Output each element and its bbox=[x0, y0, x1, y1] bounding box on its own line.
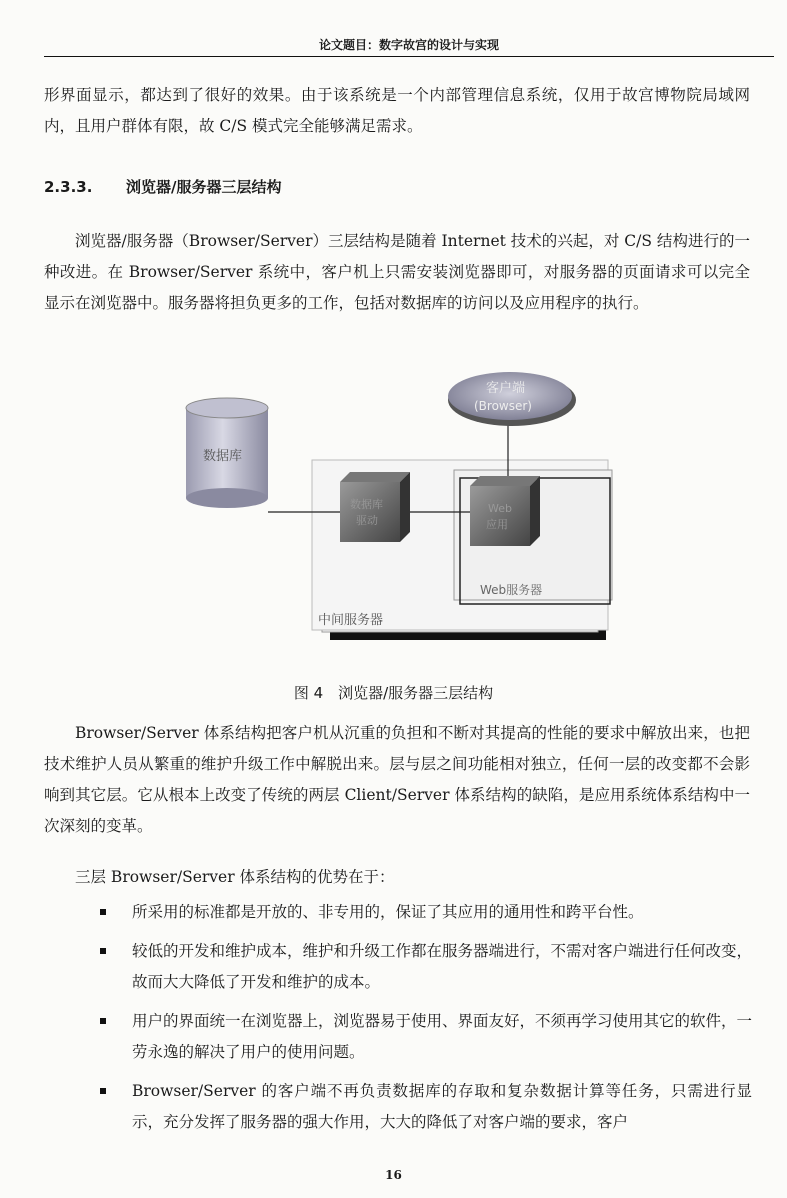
section-number: 2.3.3. bbox=[44, 178, 93, 196]
paragraph-1: 浏览器/服务器（Browser/Server）三层结构是随着 Internet 技术的兴起，对 C/S 结构进行的一种改进。在 Browser/Server 系统中，客户机上只需安装浏览器即可，对服务器的页面请求可以完全显示在浏览器中。服务器将担负更多的工作，包括对数据库的访问以及应用程序的执行。 bbox=[44, 232, 750, 312]
paragraph-3: 三层 Browser/Server 体系结构的优势在于： bbox=[75, 868, 395, 886]
driver-label-1: 数据库 bbox=[350, 498, 383, 511]
web-app-cube bbox=[470, 476, 540, 546]
list-item: Browser/Server 的客户端不再负责数据库的存取和复杂数据计算等任务，只需进行显示，充分发挥了服务器的强大作用，大大的降低了对客户端的要求，客户 bbox=[100, 1076, 752, 1138]
section-heading bbox=[44, 176, 281, 197]
figure-caption: 图 4 浏览器/服务器三层结构 bbox=[293, 684, 494, 702]
advantages-list bbox=[100, 897, 752, 1146]
database-cylinder bbox=[186, 398, 268, 508]
page-number: 16 bbox=[385, 1168, 402, 1182]
middle-server-label: 中间服务器 bbox=[318, 613, 384, 628]
architecture-diagram bbox=[170, 360, 650, 660]
client-sublabel: (Browser) bbox=[474, 399, 532, 413]
web-server-label: Web服务器 bbox=[480, 583, 543, 597]
list-item: 较低的开发和维护成本，维护和升级工作都在服务器端进行，不需对客户端进行任何改变，故而大大降低了开发和维护的成本。 bbox=[100, 936, 752, 998]
list-item: 用户的界面统一在浏览器上，浏览器易于使用、界面友好，不须再学习使用其它的软件，一劳永逸的解决了用户的使用问题。 bbox=[100, 1006, 752, 1068]
database-label: 数据库 bbox=[203, 449, 243, 464]
running-header: 论文题目：数字故宫的设计与实现 bbox=[318, 38, 499, 52]
client-label: 客户端 bbox=[486, 381, 526, 396]
driver-label-2: 驱动 bbox=[356, 514, 378, 527]
list-item: 所采用的标准都是开放的、非专用的，保证了其应用的通用性和跨平台性。 bbox=[100, 897, 752, 928]
db-driver-cube bbox=[340, 472, 410, 542]
paragraph-2: Browser/Server 体系结构把客户机从沉重的负担和不断对其提高的性能的要求中解放出来，也把技术维护人员从繁重的维护升级工作中解脱出来。层与层之间功能相对独立，任何一层的改变都不会影响到其它层。它从根本上改变了传统的两层 Client/Server 体系结构的缺陷，是应用系统体系结构中一次深刻的变革。 bbox=[44, 724, 750, 835]
webapp-label-2: 应用 bbox=[486, 518, 508, 531]
header-rule bbox=[44, 56, 774, 57]
section-title: 浏览器/服务器三层结构 bbox=[126, 178, 282, 196]
intro-paragraph: 形界面显示，都达到了很好的效果。由于该系统是一个内部管理信息系统，仅用于故宫博物院局域网内，且用户群体有限，故 C/S 模式完全能够满足需求。 bbox=[44, 86, 750, 135]
client-ellipse bbox=[448, 372, 576, 426]
webapp-label-1: Web bbox=[488, 502, 512, 515]
